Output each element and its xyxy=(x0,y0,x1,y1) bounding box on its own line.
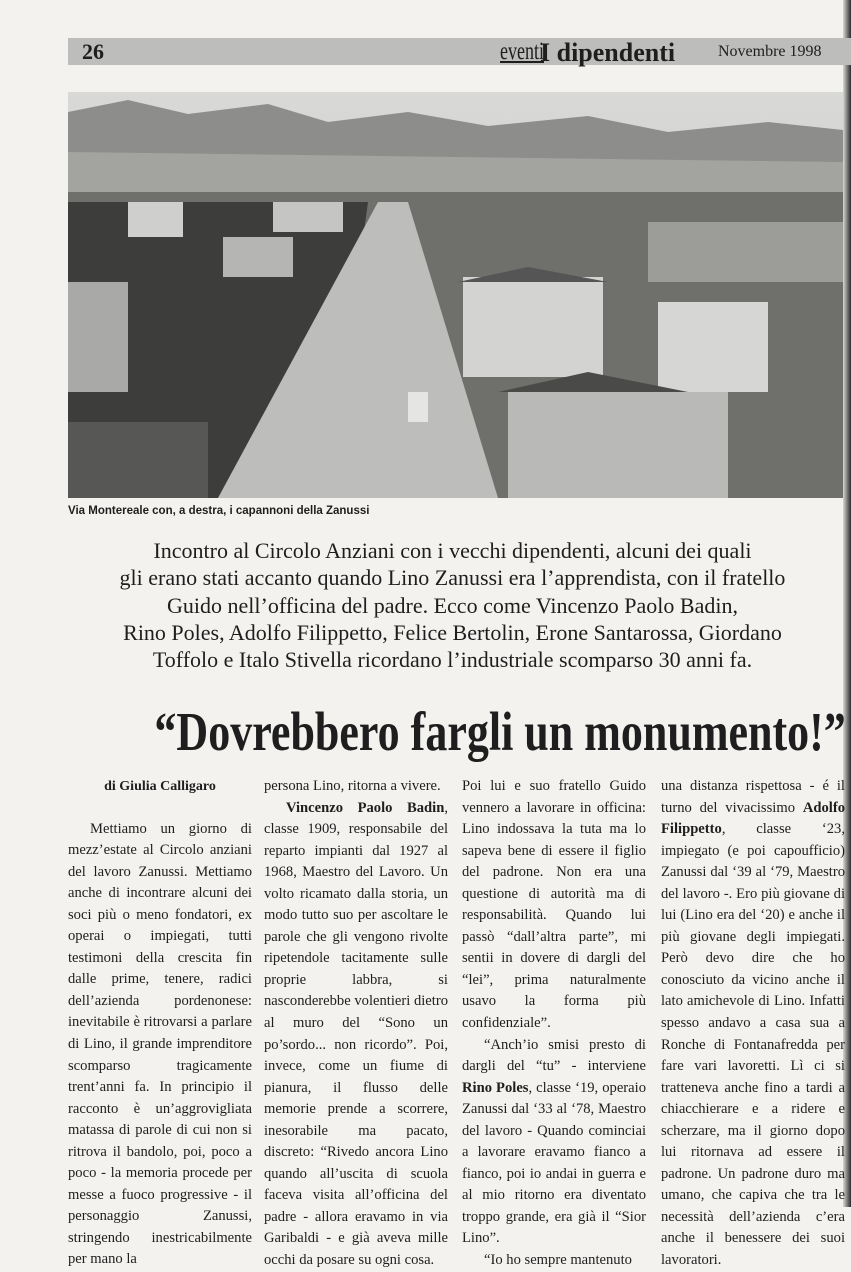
section-title: I dipendenti xyxy=(540,38,676,67)
byline: di Giulia Calligaro xyxy=(104,779,216,794)
intro-line: Rino Poles, Adolfo Filippetto, Felice Bertolin, Erone Santarossa, Giordano xyxy=(123,619,782,645)
paragraph xyxy=(462,1035,646,1250)
intro-line: Incontro al Circolo Anziani con i vecchi dipendenti, alcuni dei quali xyxy=(153,538,752,563)
article-column-1 xyxy=(68,776,252,1271)
paragraph-text: “Anch’io smisi presto di dargli del “tu” - interviene xyxy=(462,1036,646,1075)
article-column-4 xyxy=(661,776,845,1272)
paragraph: Mettiamo un giorno di mezz’estate al Circolo anziani del lavoro Zanussi. Mettiamo anche di incontrare alcuni dei soci più o meno fondatori, ex operai o impiegati, tutti testimoni della crescita fin dalle prime, tenere, radici dell’azienda pordenonese: inevitabile è ritrovarsi a parlare di Lino, il grande imprenditore scomparso tragicamente trent’anni fa. In principio il racconto è un’aggrovigliata matassa di parole di cui non si ritrova il bandolo, poi, poco a poco - la memoria procede per messe a fuoco progressive - il personaggio Zanussi, stringendo inestricabilmente per mano la xyxy=(68,820,252,1268)
paragraph-text: una distanza rispettosa - é il turno del vivacissimo xyxy=(661,778,845,816)
interviewee-name: Adolfo Filippetto xyxy=(661,799,845,838)
article-column-2 xyxy=(264,776,448,1272)
paragraph: persona Lino, ritorna a vivere. xyxy=(264,778,441,794)
photo-caption: Via Montereale con, a destra, i capannoni della Zanussi xyxy=(68,505,370,517)
article-intro xyxy=(60,537,845,673)
intro-line: gli erano stati accanto quando Lino Zanussi era l’apprendista, con il fratello xyxy=(119,565,786,591)
section-name: eventi xyxy=(500,38,544,65)
article-column-3 xyxy=(462,776,646,1272)
interviewee-name: Vincenzo Paolo Badin xyxy=(286,799,445,816)
paragraph xyxy=(264,798,448,1272)
paragraph xyxy=(661,776,845,1272)
paragraph-text: , classe 1909, responsabile del reparto impianti dal 1927 al 1968, Maestro del Lavoro. Un volto ricamato dalla storia, un modo tutto suo per ascoltare le parole che gli vengono rivolte ripetendole tacitamente sulle proprie labbra, si nasconderebbe volentieri dietro al muro del “Sono un po’sordo... non ricordo”. Poi, invece, come un fiume di pianura, il flusso delle memorie prende a scorrere, inesorabile ma pacato, discreto: “Rivedo ancora Lino quando all’uscita di scuola faceva visita all’officina del padre - allora eravamo in via Garibaldi - e già aveva mille occhi da posare su ogni cosa. xyxy=(264,799,448,1269)
article-headline xyxy=(68,700,848,763)
issue-date: Novembre 1998 xyxy=(718,43,822,60)
headline-text: “Dovrebbero fargli un monumento!” xyxy=(154,701,846,762)
intro-line: Guido nell’officina del padre. Ecco come Vincenzo Paolo Badin, xyxy=(167,592,738,618)
page-number: 26 xyxy=(82,39,104,64)
street-photo xyxy=(68,92,843,498)
paragraph-text: , classe ‘23, impiegato (e poi capoufficio) Zanussi dal ‘39 al ‘79, Maestro del lavoro -. Ero più giovane di lui (Lino era del ‘20) e anche il più giovane degli impiegati. Però devo dire che ho conosciuto da vicino anche il lato amichevole di Lino. Infatti spesso andavo a casa sua a Ronche di Fontanafredda per fare vari lavoretti. Lì ci si tratteneva anche fino a tardi a chiacchierare e a ridere e scherzare, ma il giorno dopo lui ritornava ad essere il padrone. Un padrone duro ma umano, che capiva che tra le necessità dell’azienda c’era anche il benessere dei suoi lavoratori. xyxy=(661,821,845,1269)
page-header xyxy=(68,38,851,65)
intro-line: Toffolo e Italo Stivella ricordano l’industriale scomparso 30 anni fa. xyxy=(152,647,753,673)
paragraph: “Io ho sempre mantenuto xyxy=(484,1252,632,1269)
paragraph-text: , classe ‘19, operaio Zanussi dal ‘33 al ‘78, Maestro del lavoro - Quando cominciai a lavorare eravamo fianco a fianco, poi io andai in guerra e al mio ritorno era diventato troppo grande, era già il “Sior Lino”. xyxy=(462,1079,646,1247)
interviewee-name: Rino Poles xyxy=(462,1079,529,1096)
paragraph: Poi lui e suo fratello Guido vennero a lavorare in officina: Lino indossava la tuta ma lo sapeva bene di essere il figlio del padrone. Non era una questione di autorità ma di responsabilità. Quando lui passò “dall’altra parte”, mi sentii in dovere di dargli del “lei”, prima naturalmente usavo la forma più confidenziale”. xyxy=(462,778,646,1032)
